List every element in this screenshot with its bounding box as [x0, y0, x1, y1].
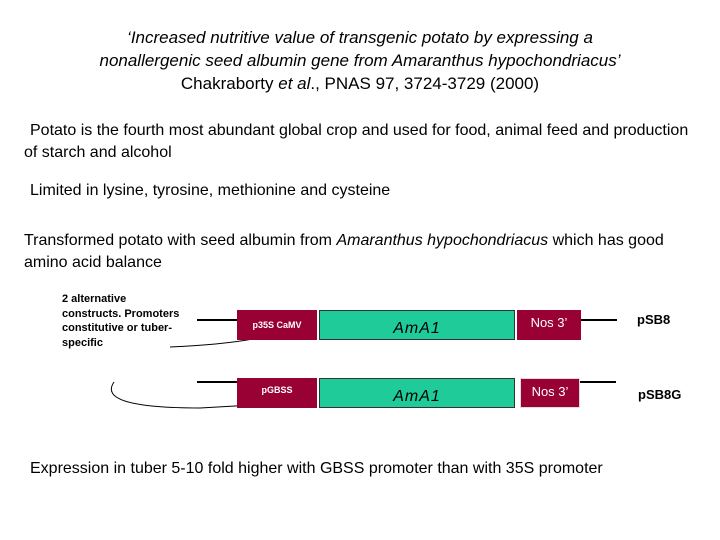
- backbone-right-2: [580, 381, 616, 383]
- title-line-2: nonallergenic seed albumin gene from Amaranthus hypochondriacus’: [99, 51, 621, 70]
- point-production: Potato is the fourth most abundant global crop and used for food, animal feed and production of starch and alcohol: [24, 122, 689, 161]
- citation-author: Chakraborty: [180, 74, 274, 93]
- gene-ama1-box-2: AmA1: [319, 378, 515, 408]
- point-amino-acids: Limited in lysine, tyrosine, methionine and cysteine: [30, 182, 391, 199]
- constructs-note: 2 alternative constructs. Promoters constitutive or tuber-specific: [62, 293, 180, 349]
- terminator-nos-box-2: Nos 3’: [520, 378, 580, 408]
- title-line-1: ‘Increased nutritive value of transgenic potato by expressing a: [127, 28, 593, 47]
- terminator-nos-box-1: Nos 3’: [517, 310, 581, 340]
- backbone-left-1: [197, 319, 237, 321]
- point-transformed-text: Transformed potato with seed albumin from: [24, 232, 337, 249]
- backbone-left-2: [197, 381, 237, 383]
- backbone-right-1: [581, 319, 617, 321]
- plasmid-psb8g-label: pSB8G: [638, 387, 682, 402]
- plasmid-psb8-label: pSB8: [637, 312, 671, 327]
- species-name: Amaranthus hypochondriacus: [336, 232, 549, 249]
- promoter-gbss-box: pGBSS: [237, 378, 317, 408]
- gene-ama1-box-1: AmA1: [319, 310, 515, 340]
- point-transformed-tail: which has good amino acid balance: [24, 232, 664, 271]
- citation-etal: et al: [278, 74, 311, 93]
- point-expression: Expression in tuber 5-10 fold higher with GBSS promoter than with 35S promoter: [30, 460, 603, 477]
- promoter-35s-box: p35S CaMV: [237, 310, 317, 340]
- citation-journal: ., PNAS 97, 3724-3729 (2000): [310, 74, 540, 93]
